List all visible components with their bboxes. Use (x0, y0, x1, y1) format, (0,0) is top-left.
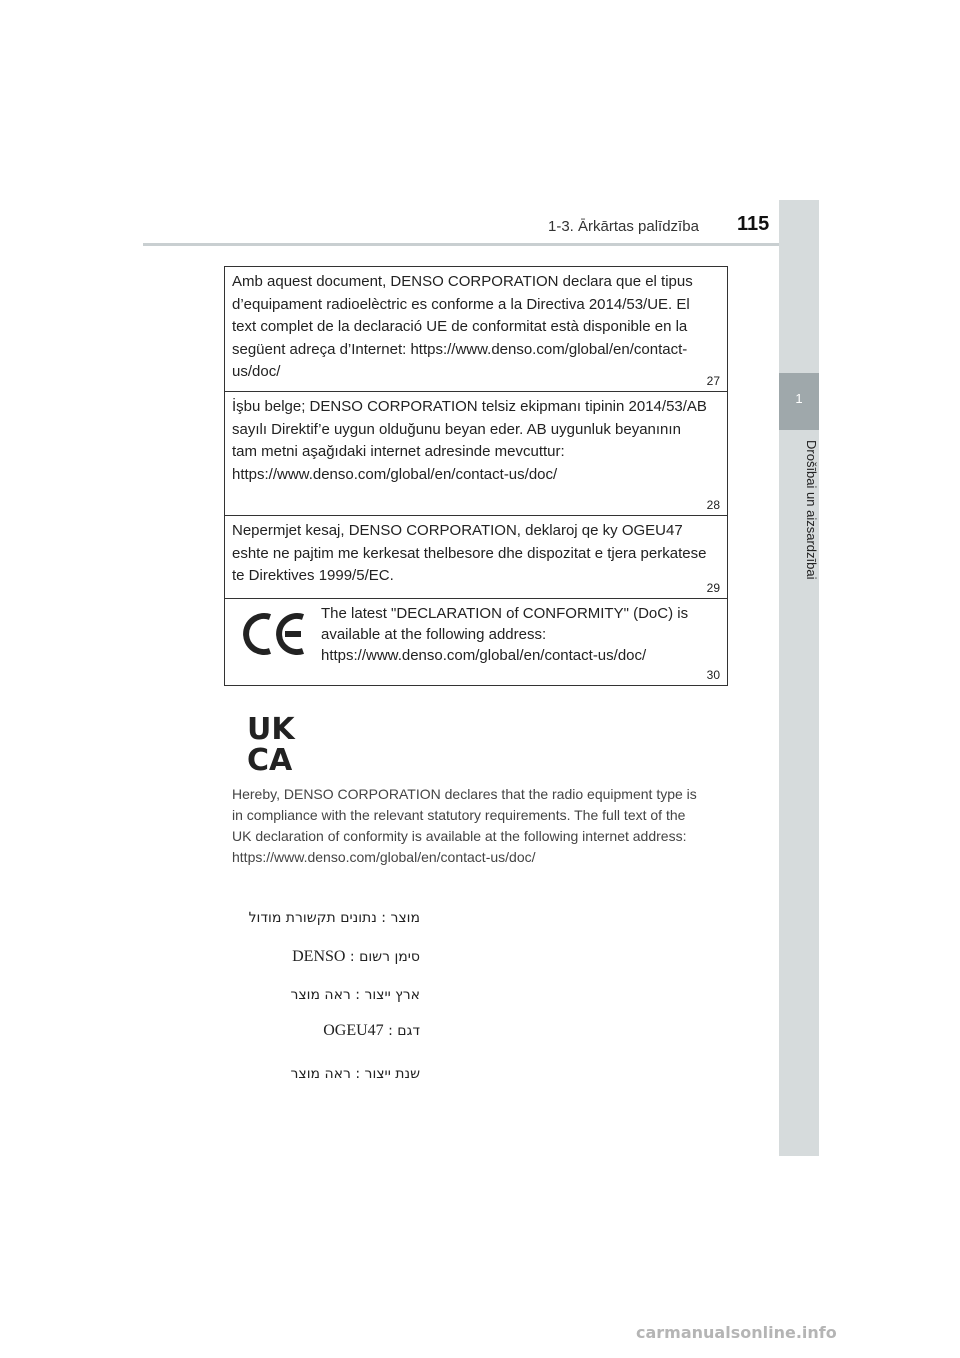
declaration-number: 30 (706, 668, 720, 682)
declaration-cell-ce (225, 599, 727, 685)
hebrew-model-label: דגם : (383, 1023, 420, 1039)
ukca-mark-line2: CA (247, 743, 293, 772)
declaration-number: 27 (706, 374, 720, 388)
declaration-cell-catalan (225, 267, 727, 392)
section-title: 1-3. Ārkārtas palīdzība (548, 218, 699, 235)
declaration-cell-turkish (225, 392, 727, 516)
hebrew-brand-label: סימן רשום : (345, 949, 420, 965)
hebrew-origin-line: ארץ ייצור : ראה מוצר (290, 987, 420, 1003)
hebrew-product-line: מוצר : נתונים תקשורת מודול (248, 910, 420, 926)
declaration-text: İşbu belge; DENSO CORPORATION telsiz ekipmanı tipinin 2014/53/AB sayılı Direktif’e uygun olduğunu beyan eder. AB uygunluk beyanının tam metni aşağıdaki internet adresinde mevcuttur: https://www.denso.com/global/en/contact-us/doc/ (232, 398, 707, 483)
declarations-table (224, 266, 728, 686)
hebrew-model-line (260, 1022, 420, 1040)
page-number: 115 (737, 213, 770, 235)
hebrew-brand-value: DENSO (292, 948, 346, 965)
chapter-number: 1 (795, 391, 803, 406)
ukca-mark-line1: UK (247, 712, 295, 747)
declaration-text: The latest "DECLARATION of CONFORMITY" (DoC) is available at the following address: https://www.denso.com/global/en/contact-us/doc/ (321, 605, 689, 664)
ce-mark-icon (241, 609, 311, 659)
ukca-mark-icon (247, 712, 305, 772)
declaration-number: 29 (706, 581, 720, 595)
header-divider (143, 243, 819, 246)
chapter-sidebar (779, 200, 819, 1156)
declaration-number: 28 (706, 498, 720, 512)
watermark: carmanualsonline.info (636, 1323, 837, 1342)
hebrew-brand-line (260, 948, 420, 966)
declaration-text: Amb aquest document, DENSO CORPORATION declara que el tipus d’equipament radioelèctric es conforme a la Directiva 2014/53/UE. El text complet de la declaració UE de conformitat està disponible en la següent adreça d’Internet: https://www.denso.com/global/en/contact-us/doc/ (232, 273, 693, 380)
ukca-declaration-text: Hereby, DENSO CORPORATION declares that the radio equipment type is in compliance with the relevant statutory requirements. The full text of the UK declaration of conformity is available at the following internet address: https://www.denso.com/global/en/contact-us/doc/ (232, 786, 697, 865)
hebrew-model-value: OGEU47 (323, 1022, 384, 1039)
chapter-title: Drošībai un aizsardzībai (804, 440, 819, 580)
declaration-text: Nepermjet kesaj, DENSO CORPORATION, deklaroj qe ky OGEU47 eshte ne pajtim me kerkesat thelbesore dhe dispozitat e tjera perkatese te Direktives 1999/5/EC. (232, 522, 707, 584)
hebrew-year-line: שנת ייצור : ראה מוצר (290, 1066, 420, 1082)
declaration-cell-albanian (225, 516, 727, 599)
